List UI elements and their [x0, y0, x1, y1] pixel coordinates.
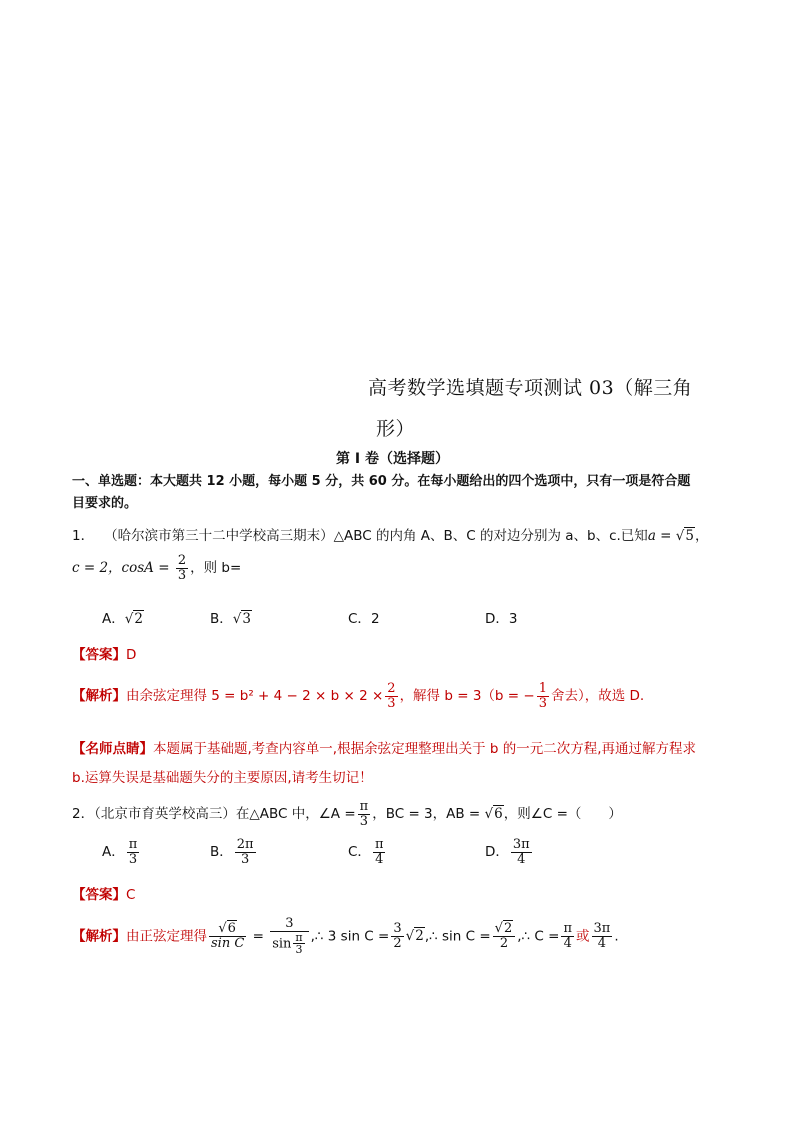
- q1-a-var: a: [647, 528, 656, 544]
- q1-answer: 【答案】D: [72, 647, 137, 663]
- q1-fraction: $\frac{2}{3}$: [177, 553, 187, 583]
- q1-analysis: 【解析】由余弦定理得 5 = b² + 4 − 2 × b × 2 × $\frac{2}{3}$ ，解得 b = 3（b = − $\frac{1}{3}$ 舍去），故选 D.: [72, 681, 645, 711]
- q1-option-c[interactable]: C．2: [348, 611, 380, 627]
- q1-tail: ，则 b=: [190, 560, 242, 577]
- q2-number: 2．: [72, 806, 95, 823]
- section-heading: 第 I 卷（选择题）: [336, 451, 449, 467]
- doc-title-line2: 形）: [376, 418, 416, 440]
- doc-title-line1: 高考数学选填题专项测试 03（解三角: [368, 377, 693, 399]
- q1-stem-line: 1． （哈尔滨市第三十二中学校高三期末）△ABC 的内角 A、B、C 的对边分别为 a、b、c.已知a = √5，: [72, 528, 709, 544]
- q2-stem-line: 2．（北京市育英学校高三）在△ABC 中，∠A = $\frac{\pi}{3}$ ，BC = 3，AB = √6，则∠C =（ ）: [72, 799, 622, 829]
- q1-option-a[interactable]: A．√2: [102, 611, 143, 627]
- q2-option-a[interactable]: A． $\frac{\pi}{3}$: [102, 837, 138, 867]
- q1-option-b[interactable]: B．√3: [210, 611, 251, 627]
- q1-teacher-note-line1: 【名师点睛】本题属于基础题,考查内容单一,根据余弦定理整理出关于 b 的一元二次方程,再通过解方程求: [72, 741, 697, 757]
- q1-c-eq: c = 2，cos: [72, 560, 145, 577]
- q1-stem: △ABC 的内角 A、B、C 的对边分别为 a、b、c.已知: [333, 528, 648, 544]
- q1-a-eq: =: [655, 528, 676, 544]
- q1-number: 1．: [72, 528, 95, 544]
- q2-source: （北京市育英学校高三）: [94, 806, 236, 823]
- q1-option-d[interactable]: D．3: [485, 611, 518, 627]
- q1-a-sqrt: √5: [675, 528, 694, 544]
- q2-analysis: 【解析】由正弦定理得 $\frac{√6}{\text{sin C}}$ = 3 sin $\frac{\pi}{3}$ ,∴ 3 sin C = $\frac{3}{2}$ √2,∴ sin C = $\frac{√2}{2}$ ,∴ C = $\frac{\pi}{4}$ 或 $\frac{3\pi}{4}$ .: [72, 916, 619, 957]
- q1-eq: =: [153, 560, 174, 577]
- q2-option-b[interactable]: B． $\frac{2\pi}{3}$: [210, 837, 254, 867]
- q1-cos-a: A: [144, 560, 154, 577]
- q1-teacher-note-line2: b.运算失误是基础题失分的主要原因,请考生切记！: [72, 770, 373, 786]
- q2-answer: 【答案】C: [72, 887, 136, 903]
- q2-option-d[interactable]: D． $\frac{3\pi}{4}$: [485, 837, 530, 867]
- q2-option-c[interactable]: C． $\frac{\pi}{4}$: [348, 837, 384, 867]
- q1-stem-line2: [72, 554, 241, 582]
- instructions-line1: 一、单选题：本大题共 12 小题，每小题 5 分，共 60 分。在每小题给出的四个选项中，只有一项是符合题: [72, 474, 691, 489]
- q1-source: （哈尔滨市第三十二中学校高三期末）: [104, 528, 334, 544]
- instructions-line2: 目要求的。: [72, 496, 138, 511]
